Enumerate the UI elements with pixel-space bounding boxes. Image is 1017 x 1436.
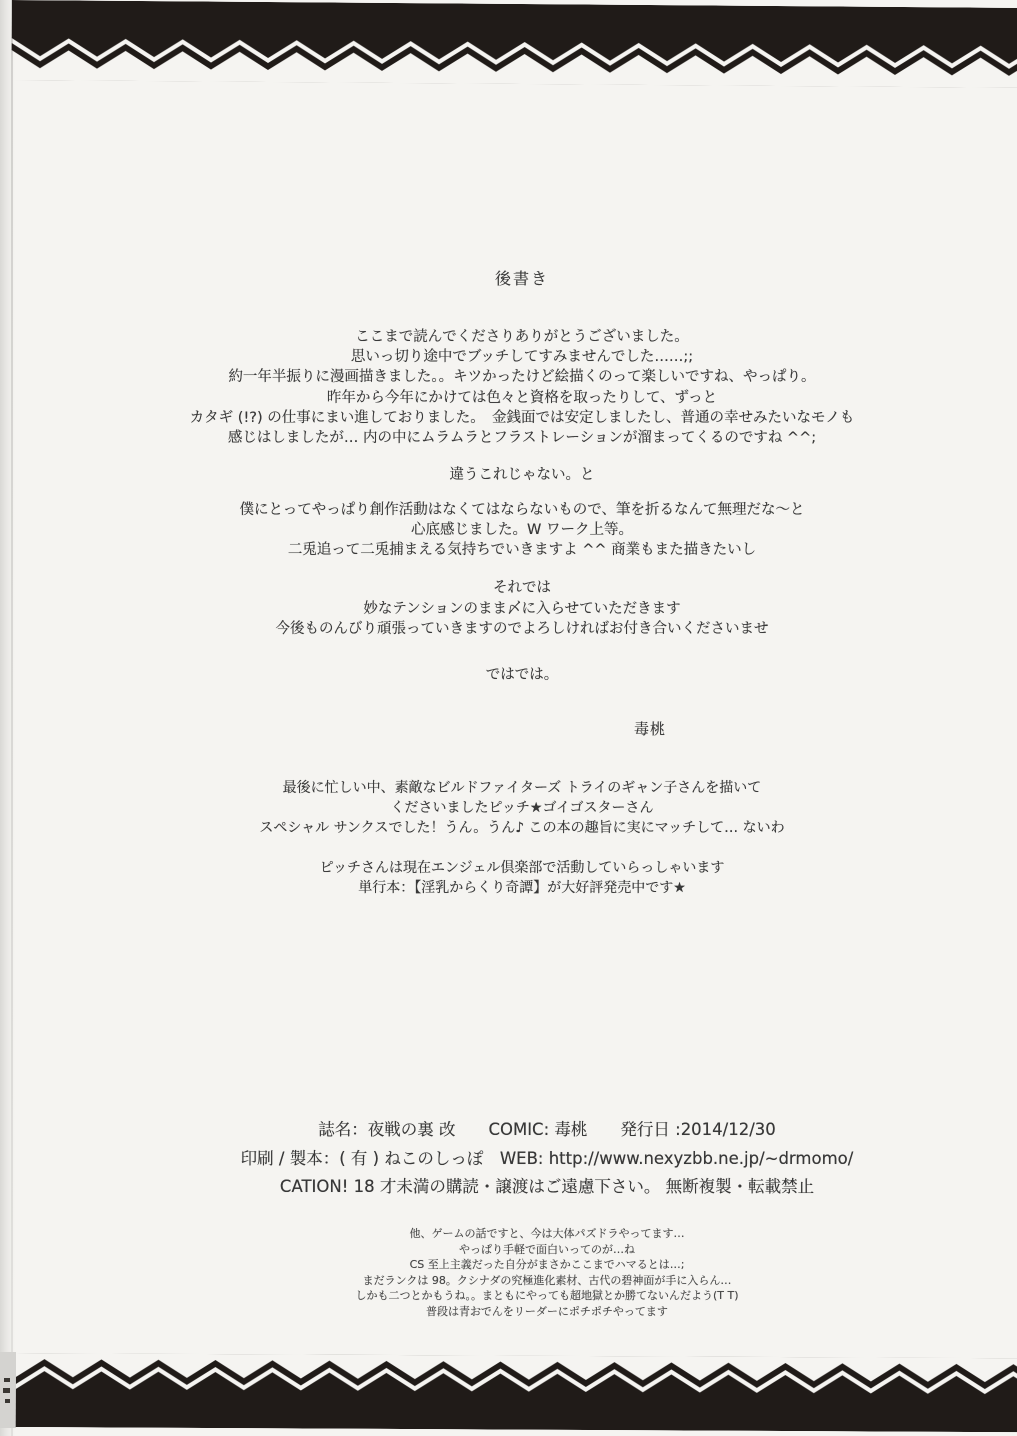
afterword-interjection: 違うこれじゃない。と: [449, 467, 595, 483]
scan-speckle: [5, 1399, 10, 1403]
text-line: 今後ものんびり頑張っていきますのでよろしければお付き合いくださいませ: [275, 621, 769, 637]
scan-speckle: [3, 1388, 10, 1393]
text-line: くださいましたピッチ★ゴイゴスターさん: [390, 800, 654, 817]
text-line: カタギ (!?) の仕事にまい進しておりました。 金銭面では安定しましたし、普通の幸せみたいなモノも: [189, 409, 855, 426]
text-line: 僕にとってやっぱり創作活動はなくてはならないもので、筆を折るなんて無理だな～と: [239, 502, 805, 518]
text-line: 感じはしましたが… 内の中にムラムラとフラストレーションが溜まってくるのですね ^^;: [227, 430, 817, 447]
author-signature: 毒桃: [633, 720, 666, 738]
text-line: 他、ゲームの話ですと、今は大体パズドラやってます…: [409, 1227, 685, 1240]
scan-speckle: [4, 1378, 10, 1382]
text-line: 普段は青おでんをリーダーにポチポチやってます: [426, 1304, 668, 1318]
text-line: 思いっ切り途中でブッチしてすみませんでした……;;: [350, 349, 694, 366]
colophon-title-line: 誌名：夜戦の裏 改 COMIC: 毒桃 発行日 :2014/12/30: [318, 1120, 776, 1139]
colophon-printer-line: 印刷 / 製本：( 有 ) ねこのしっぽ WEB: http://www.nexyzbb.ne.jp/~drmomo/: [240, 1148, 854, 1168]
text-line: 単行本：【淫乳からくり奇譚】が大好評発売中です★: [358, 880, 686, 897]
text-line: 最後に忙しい中、素敵なビルドファイターズ トライのギャン子さんを描いて: [282, 780, 762, 796]
text-line: 心底感じました。W ワーク上等。: [411, 522, 633, 539]
guest-thanks-paragraph-1: [22, 778, 1017, 839]
afterword-farewell: ではでは。: [485, 667, 559, 683]
text-line: やっぱり手軽で面白いってのが…ね: [459, 1242, 635, 1256]
colophon-caution-line: CATION! 18 才未満の購読・譲渡はご遠慮下さい。 無断複製・転載禁止: [279, 1177, 815, 1196]
text-line: まだランクは 98。クシナダの究極進化素材、古代の碧神面が手に入らん…: [362, 1273, 732, 1287]
text-line: 約一年半振りに漫画描きました。。キツかったけど絵描くのって楽しいですね、やっぱり。: [228, 369, 816, 386]
colophon: [47, 1116, 1017, 1202]
text-line: それでは: [493, 580, 551, 596]
text-line: 昨年から今年にかけては色々と資格を取ったりして、ずっと: [326, 389, 718, 406]
postscript-notes: [47, 1226, 1017, 1319]
text-line: 妙なテンションのまま〆に入らせていただきます: [363, 600, 681, 617]
zigzag-border-bottom: [16, 1353, 1017, 1433]
text-line: ここまで読んでくださりありがとうございました。: [355, 329, 689, 345]
text-line: CS 至上主義だった自分がまさかここまでハマるとは…;: [409, 1258, 685, 1271]
afterword-paragraph-2: [22, 500, 1017, 561]
text-line: スペシャル サンクスでした！うん。うん♪ この本の趣旨に実にマッチして… ないわ: [259, 820, 785, 837]
text-line: 二兎追って二兎捕まえる気持ちでいきますよ ^^ 商業もまた描きたいし: [287, 542, 757, 559]
guest-thanks-paragraph-2: [22, 858, 1017, 898]
afterword-paragraph-1: [22, 327, 1017, 448]
text-line: ピッチさんは現在エンジェル倶楽部で活動していらっしゃいます: [319, 860, 725, 876]
zigzag-border-top: [11, 0, 1017, 88]
page-edge-line: [11, 0, 13, 1436]
afterword-title: 後書き: [494, 269, 549, 288]
afterword-closing: [22, 578, 1017, 640]
text-line: しかも二つとかもうね。。まともにやっても超地獄とか勝てないんだよう(T T): [355, 1289, 739, 1302]
